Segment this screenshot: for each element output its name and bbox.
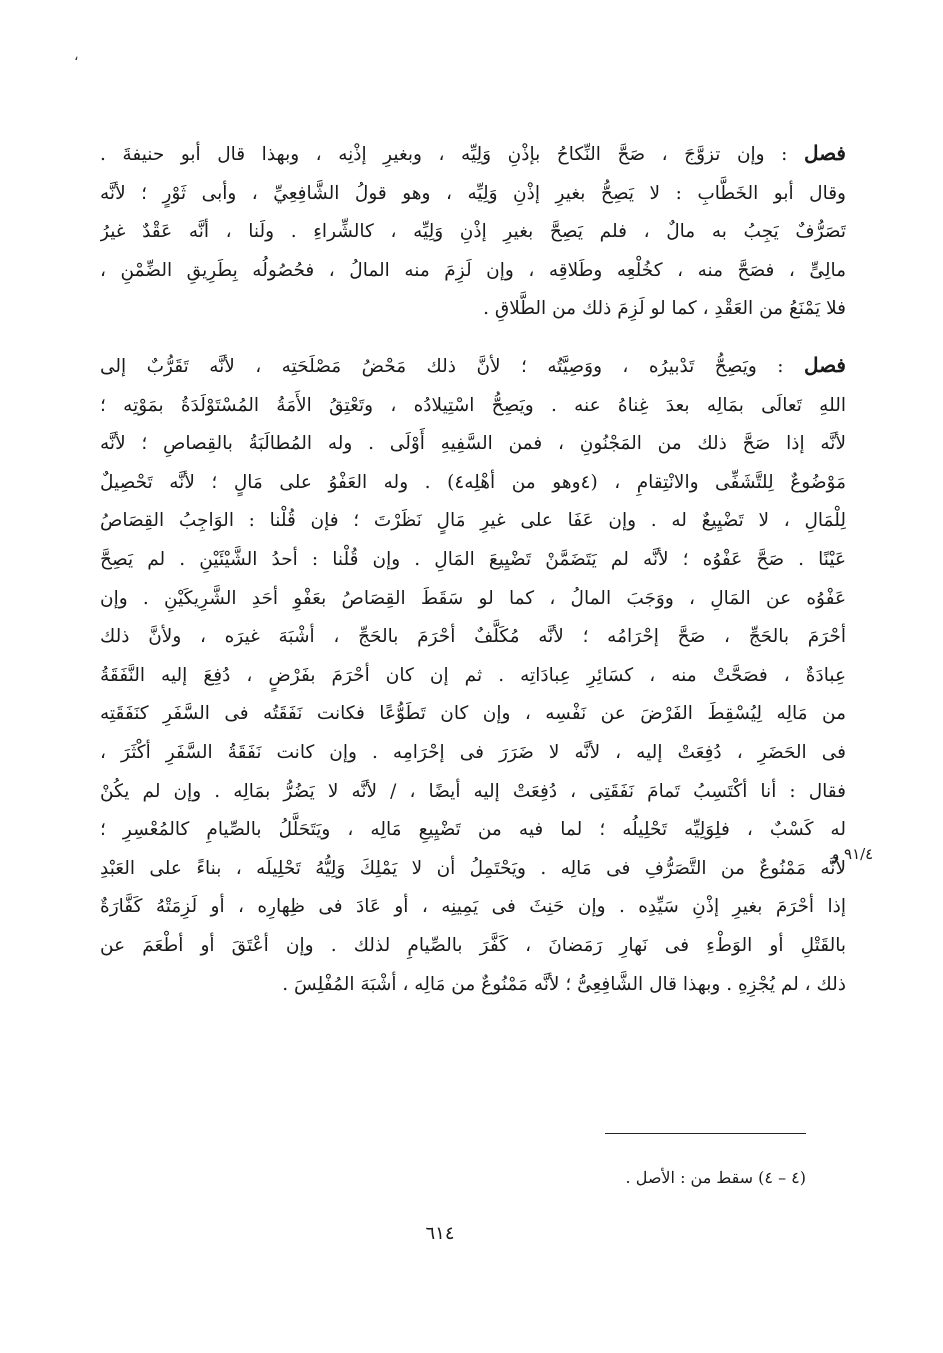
text-line: عَيْنًا . صَحَّ عَفْوُه ؛ لأنَّه لم يَتَضَمَّنْ تَضْيِيعَ المَالِ . وإن قُلْنا : أحدُ الشَّيْئَيْنِ . لم يَصِحَّ xyxy=(100,548,846,570)
section-heading: فصل xyxy=(803,353,846,377)
text-line: فقال : أنا أكْتَسِبُ تَمامَ نَفَقَتِى ، دُفِعَتْ إليه أيضًا ، / لأنَّه لا يَضُرُّ بمَالِه . وإن لم يكُنْ xyxy=(100,780,846,802)
paragraph-tadbir xyxy=(100,346,846,1004)
footnote: (٤ – ٤) سقط من : الأصل . xyxy=(625,1168,806,1187)
footnote-divider xyxy=(605,1133,806,1134)
text-line: عَفْوُه عن المَالِ ، ووَجَبَ المالُ ، كما لو سَقَطَ القِصَاصُ بعَفْوِ أحَدِ الشَّرِيكَيْنِ . وإن xyxy=(100,587,846,609)
text-line: مالِىٍّ ، فصَحَّ منه ، كخُلْعِه وطَلاقِه ، وإن لَزِمَ منه المالُ ، فحُصُولُه بِطَرِيقِ الضِّمْنِ ، xyxy=(100,259,846,281)
page-number: ٦١٤ xyxy=(425,1223,455,1244)
text-line: اللهِ تَعالَى بمَالِه بعدَ غِناهُ عنه . ويَصِحُّ اسْتِيلادُه ، وتَعْتِقُ الأَمَةُ المُسْتَوْلَدَةُ بمَوْتِه ؛ xyxy=(100,394,846,416)
text-line: لِلْمَالِ ، لا تَضْيِيعٌ له . وإن عَفَا على غيرِ مَالٍ نَظَرْتَ ؛ فإن قُلْنا : الوَاجِبُ القِصَاصُ xyxy=(100,510,846,532)
text-line: لأنَّه مَمْنُوعٌ من التَّصَرُّفِ فى مَالِه . ويَحْتَمِلُ أن لا يَمْلِكَ وَلِيُّهُ تَحْلِيلَه ، بناءً على العَبْدِ xyxy=(100,857,846,879)
text-line: فلا يَمْنَعُ من العَقْدِ ، كما لو لَزِمَ ذلك من الطَّلاقِ . xyxy=(483,298,846,320)
text-line: فصل : وإن تزوَّجَ ، صَحَّ النِّكاحُ بإذْنِ وَلِيِّه ، وبغيرِ إذْنِه ، وبهذا قال أبو حنيفةَ . xyxy=(100,141,846,165)
text-line: له كَسْبٌ ، فلِوَلِيِّه تَحْلِيلُه ؛ لما فيه من تَضْيِيعِ مَالِه ، ويَتَحَلَّلُ بالصِّيامِ كالمُعْسِرِ ؛ xyxy=(100,819,846,841)
text-line: فى الحَضَرِ ، دُفِعَتْ إليه ، لأنَّه لا ضَرَرَ فى إحْرَامِه . وإن كانت نَفَقَةُ السَّفَرِ أكْثَرَ ، xyxy=(100,741,846,763)
text-line: وقال أبو الخَطَّابِ : لا يَصِحُّ بغيرِ إذْنِ وَلِيِّه ، وهو قولُ الشَّافِعِيِّ ، وأبى ثَوْرٍ ؛ لأنَّه xyxy=(100,182,846,204)
section-heading: فصل xyxy=(803,141,846,165)
paragraph-marriage xyxy=(100,134,846,329)
text-line: ذلك ، لم يُجْزِهِ . وبهذا قال الشَّافِعِىُّ ؛ لأنَّه مَمْنُوعٌ من مَالِه ، أشْبَهَ المُفْلِسَ . xyxy=(282,973,846,995)
text-line: لأنَّه إذا صَحَّ ذلك من المَجْنُونِ ، فمن السَّفِيهِ أَوْلَى . وله المُطالَبَةُ بالقِصاصِ ؛ لأنَّه xyxy=(100,433,846,455)
text-line: أحْرَمَ بالحَجِّ ، صَحَّ إحْرَامُه ؛ لأنَّه مُكَلَّفٌ أحْرَمَ بالحَجِّ ، أشْبَهَ غيرَه ، ولأنَّ ذلك xyxy=(100,626,846,648)
corner-mark: ، xyxy=(74,48,79,64)
text-line: عِبادَةٌ ، فصَحَّتْ منه ، كسَائِرِ عِبادَاتِه . ثم إن كان أحْرَمَ بفَرْضٍ ، دُفِعَ إليه النَّفَقَةُ xyxy=(100,664,846,686)
margin-folio-note: ٩١/٤ و xyxy=(832,845,874,863)
text-line: فصل : ويَصِحُّ تَدْبيرُه ، ووَصِيَّتُه ؛ لأنَّ ذلك مَحْضُ مَصْلَحَتِه ، لأنَّه تَقَرُّبٌ إلى xyxy=(100,353,846,377)
text-line: تَصَرُّفٌ يَجِبُ به مالٌ ، فلم يَصِحَّ بغيرِ إذْنِ وَلِيِّه ، كالشِّراءِ . ولَنا ، أنَّه عَقْدٌ غيرُ xyxy=(100,221,846,243)
text-line: من مَالِه لِيُسْقِطَ الفَرْضَ عن نَفْسِه ، وإن كان تَطَوُّعًا فكانت نَفَقَتُه فى السَّفَرِ كنَفَقَتِه xyxy=(100,703,846,725)
text-line: مَوْضُوعٌ لِلتَّشَفِّى والانْتِقامِ ، (٤وهو من أهْلِه٤) . وله العَفْوُ على مَالٍ ؛ لأنَّه تَحْصِيلٌ xyxy=(100,471,846,493)
text-line: بالقَتْلِ أو الوَطْءِ فى نَهارِ رَمَضانَ ، كَفَّرَ بالصِّيامِ لذلك . وإن أعْتَقَ أو أطْعَمَ عن xyxy=(100,934,846,956)
text-line: إذا أحْرَمَ بغيرِ إذْنِ سَيِّدِه . وإن حَنِثَ فى يَمِينِه ، أو عَادَ فى ظِهارِه ، أو لَزِمَتْهُ كَفَّارَةٌ xyxy=(100,896,846,918)
